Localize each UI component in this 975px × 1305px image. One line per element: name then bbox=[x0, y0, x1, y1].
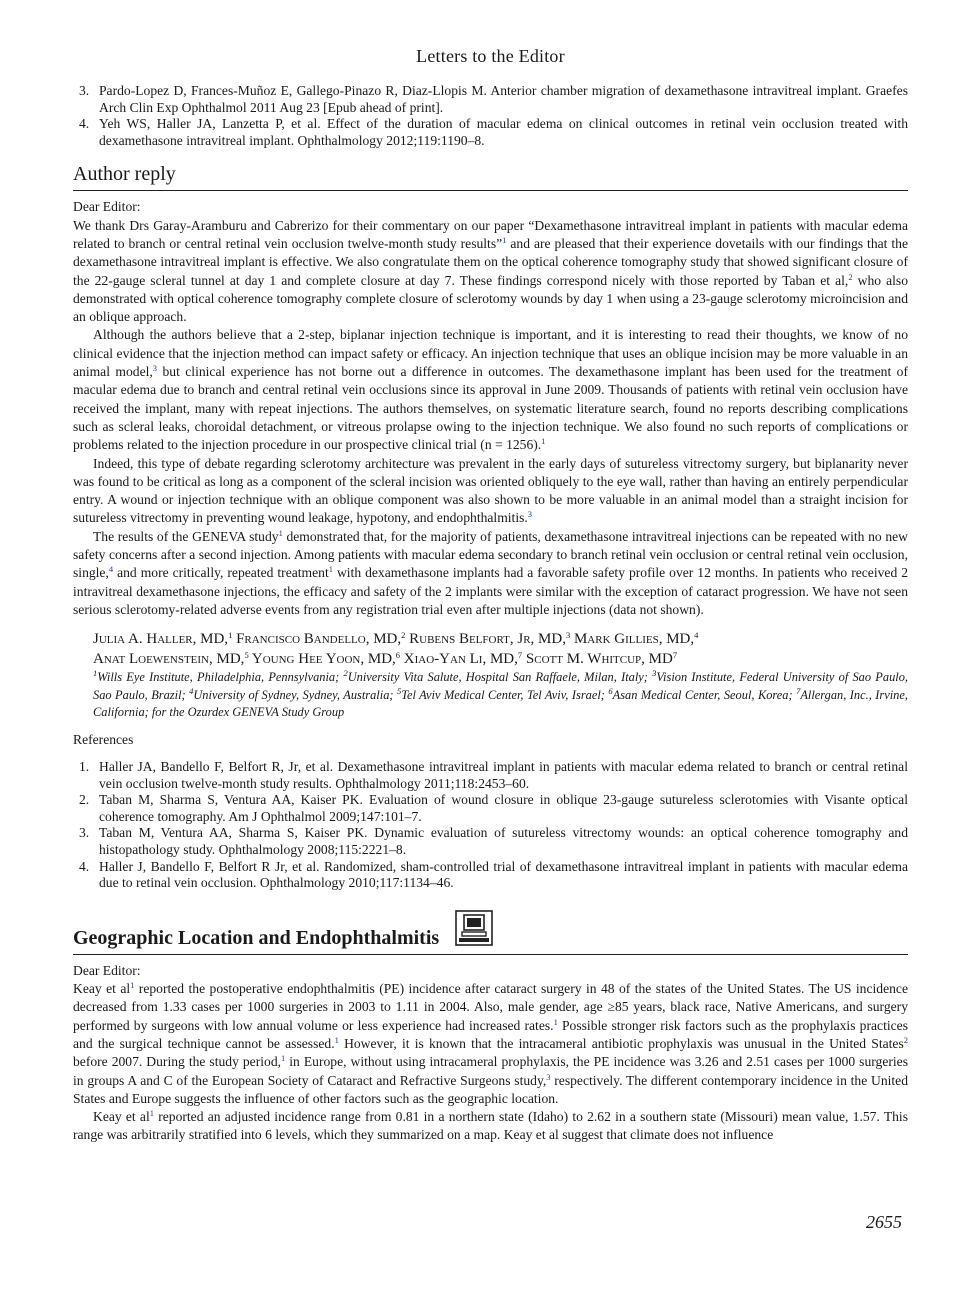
computer-icon bbox=[455, 910, 493, 946]
reference-number: 3. bbox=[79, 83, 90, 98]
reference-text: Yeh WS, Haller JA, Lanzetta P, et al. Effect of the duration of macular edema on clinical outcomes in retinal vein occlusion treated with dexamethasone intravitreal implant. Ophthalmology 2012;119:1190–8. bbox=[99, 116, 908, 148]
citation-superscript: 1 bbox=[130, 980, 135, 991]
reference-text: Haller J, Bandello F, Belfort R Jr, et al. Randomized, sham-controlled trial of dexamethasone intravitreal implant in patients with macular edema due to retinal vein occlusion. Ophthalmology 2010;117:1134–46. bbox=[99, 858, 908, 891]
author-line: Julia A. Haller, MD,$^1$ Francisco Bandello, MD,$^2$ Rubens Belfort, Jr, MD,$^3$ Mark Gillies, MD,$^4$ bbox=[93, 630, 699, 648]
reference-number: 2. bbox=[79, 792, 90, 808]
geo-letter-heading-row bbox=[73, 910, 908, 955]
citation-superscript: 5 bbox=[244, 650, 249, 661]
citation-superscript: 7 bbox=[517, 650, 523, 661]
citation-superscript: 4 bbox=[189, 685, 194, 696]
citation-superscript: 1 bbox=[149, 1108, 154, 1119]
paragraph: Although the authors believe that a 2-step, biplanar injection technique is important, and it is interesting to read their thoughts, we know of no clinical evidence that the injection method can impact safety or efficacy. An injection technique that uses an oblique incision may be more valuable in an animal model,$^3$ but clinical experience has not borne out a difference in outcomes. The dexamethasone implant has been used for the treatment of macular edema due to branch and central retinal vein occlusions since its approval in June 2009. Thousands of patients with retinal vein occlusion have received the implant, many with repeat injections. The authors themselves, on systematic literature search, found no reports describing complications such as scleral leaks, choroidal detachment, or vitreous prolapse owing to the injection technique. We also found no such reports of complications or problems related to the injection procedure in our prospective clinical trial (n = 1256).$^1$ bbox=[73, 327, 908, 453]
geo-letter-body bbox=[73, 980, 908, 1145]
paragraph: Keay et $al^1$ reported an adjusted incidence range from 0.81 in a northern state (Idaho) to 2.62 in a southern state (Missouri) mean value, 1.57. This range was arbitrarily stratified into 6 levels, which they summarized on a map. Keay et al suggest that climate does not influence bbox=[73, 1108, 908, 1143]
citation-superscript: 2 bbox=[903, 1034, 908, 1045]
citation-superscript: 1 bbox=[281, 1053, 286, 1064]
author-list bbox=[73, 629, 908, 669]
paragraph: The results of the GENEVA study$^1$ demonstrated that, for the majority of patients, dexamethasone intravitreal injections can be repeated with no new safety concerns after a second injection. Among patients with macular edema secondary to branch retinal vein occlusion or central retinal vein occlusion, single,$^4$ and more critically, repeated treatment$^1$ with dexamethasone implants had a favorable safety profile over 12 months. In patients who received 2 intravitreal dexamethasone injections, the efficacy and safety of the 2 implants were similar with the exception of cataract progression. We have not seen serious sclerotomy-related adverse events from any registration trial even after multiple injections (data not shown). bbox=[73, 527, 909, 617]
reference-item bbox=[73, 759, 908, 792]
reference-number: 1. bbox=[79, 758, 90, 774]
paragraph: Indeed, this type of debate regarding sclerotomy architecture was prevalent in the early days of sutureless vitrectomy surgery, but biplanarity never was found to be critical as long as a component of the scleral incision was oriented obliquely to the eye wall, rather than having an entirely perpendicular entry. A wound or injection technique with an oblique component was also shown to be more valuable in an animal model than a straight incision for sutureless vitrectomy in preventing wound leakage, hypotony, and endophthalmitis.$^3$ bbox=[73, 455, 908, 526]
reference-item bbox=[73, 116, 908, 149]
citation-superscript: 6 bbox=[608, 685, 613, 696]
top-reference-list bbox=[73, 83, 908, 149]
references-label: References bbox=[73, 731, 134, 747]
author-reply-salutation: Dear Editor: bbox=[73, 199, 141, 215]
citation-superscript: 1 bbox=[541, 436, 546, 447]
citation-superscript: 4 bbox=[108, 564, 114, 575]
reference-text: Taban M, Sharma S, Ventura AA, Kaiser PK. Evaluation of wound closure in oblique 23-gauge sutureless sclerotomies with Visante optical coherence tomography. Am J Ophthalmol 2009;147:101–7. bbox=[99, 792, 908, 824]
citation-superscript: 3 bbox=[652, 668, 657, 679]
citation-superscript: 2 bbox=[401, 630, 406, 641]
citation-superscript: 2 bbox=[848, 271, 853, 282]
author-affiliations: $^1$Wills Eye Institute, Philadelphia, Pennsylvania; $^2$University Vita Salute, Hospital San Raffaele, Milan, Italy; $^3$Vision Institute, Federal University of Sao Paulo, Sao Paulo, Brazil; $^4$University of Sydney, Sydney, Australia; $^5$Tel Aviv Medical Center, Tel Aviv, Israel; $^6$Asan Medical Center, Seoul, Korea; $^7$Allergan, Inc., Irvine, California; for the Ozurdex GENEVA Study Group bbox=[93, 668, 908, 720]
geo-letter-heading: Geographic Location and Endophthalmitis bbox=[73, 926, 440, 949]
citation-superscript: 3 bbox=[152, 363, 158, 374]
reference-number: 4. bbox=[79, 858, 90, 874]
citation-superscript: 1 bbox=[278, 527, 283, 538]
reference-item bbox=[73, 859, 908, 892]
citation-superscript: 1 bbox=[328, 564, 333, 575]
citation-superscript: 7 bbox=[796, 685, 801, 696]
citation-superscript: 1 bbox=[334, 1034, 339, 1045]
author-reply-body bbox=[73, 217, 908, 620]
citation-superscript: 3 bbox=[565, 630, 571, 641]
author-line: Anat Loewenstein, MD,$^5$ Young Hee Yoon, MD,$^6$ Xiao-Yan Li, MD,$^7$ Scott M. Whitcup, $MD^7$ bbox=[93, 650, 678, 668]
citation-superscript: 1 bbox=[502, 234, 507, 245]
author-reply-heading: Author reply bbox=[73, 163, 908, 191]
reference-number: 3. bbox=[79, 825, 90, 841]
reference-text: Haller JA, Bandello F, Belfort R, Jr, et al. Dexamethasone intravitreal implant in patients with macular edema related to branch or central retinal vein occlusion twelve-month study results. Ophthalmology 2011;118:2453–60. bbox=[99, 758, 908, 791]
journal-page bbox=[73, 0, 908, 1305]
citation-superscript: 4 bbox=[694, 630, 699, 641]
page-number: 2655 bbox=[866, 1212, 902, 1232]
citation-superscript: 1 bbox=[228, 630, 233, 641]
reference-item bbox=[73, 83, 908, 116]
geo-letter-salutation: Dear Editor: bbox=[73, 962, 141, 978]
citation-superscript: 3 bbox=[546, 1071, 551, 1082]
citation-superscript: 1 bbox=[553, 1016, 558, 1027]
author-reply-reference-list bbox=[73, 759, 908, 892]
citation-superscript: 1 bbox=[93, 668, 98, 679]
running-head: Letters to the Editor bbox=[416, 46, 565, 66]
reference-item bbox=[73, 825, 908, 858]
reference-number: 4. bbox=[79, 116, 90, 132]
reference-text: Taban M, Ventura AA, Sharma S, Kaiser PK. Dynamic evaluation of sutureless vitrectomy wounds: an optical coherence tomography and histopathology study. Ophthalmology 2008;115:2221–8. bbox=[99, 825, 908, 857]
paragraph: Keay et $al^1$ reported the postoperative endophthalmitis (PE) incidence after cataract surgery in 48 of the states of the United States. The US incidence decreased from 1.33 cases per 1000 surgeries in 2003 to 1.11 in 2004. Also, male gender, age ≥85 years, black race, Native Americans, and surgery performed by surgeons with low annual volume or less experience had increased rates.$^1$ Possible stronger risk factors such as the prophylaxis practices and the surgical technique cannot be assessed.$^1$ However, it is known that the intracameral antibiotic prophylaxis was unusual in the United States$^2$ before 2007. During the study period,$^1$ in Europe, without using intracameral prophylaxis, the PE incidence was 3.26 and 2.51 cases per 1000 surgeries in groups A and C of the European Society of Cataract and Refractive Surgeons study,$^3$ respectively. The different contemporary incidence in the United States and Europe suggests the influence of other factors such as the geographic location. bbox=[73, 980, 909, 1106]
citation-superscript: 2 bbox=[343, 668, 348, 679]
citation-superscript: 5 bbox=[396, 685, 402, 696]
citation-superscript: 3 bbox=[527, 509, 533, 520]
reference-item bbox=[73, 792, 908, 825]
paragraph: We thank Drs Garay-Aramburu and Cabrerizo for their commentary on our paper “Dexamethasone intravitreal implant in patients with macular edema related to branch or central retinal vein occlusion twelve-month study results”$^1$ and are pleased that their experience dovetails with our findings that the dexamethasone intravitreal implant is effective. We also congratulate them on the optical coherence tomography study that showed significant closure of the 22-gauge scleral tunnel at day 1 and complete closure at day 7. These findings correspond nicely with those reported by Taban et al,$^2$ who also demonstrated with optical coherence tomography complete closure of sclerotomy wounds by day 1 when using a 23-gauge sclerotomy microincision and an oblique approach. bbox=[73, 217, 909, 325]
citation-superscript: 6 bbox=[395, 650, 401, 661]
citation-superscript: 7 bbox=[672, 650, 678, 661]
reference-text: Pardo-Lopez D, Frances-Muñoz E, Gallego-Pinazo R, Diaz-Llopis M. Anterior chamber migration of dexamethasone intravitreal implant. Graefes Arch Clin Exp Ophthalmol 2011 Aug 23 [Epub ahead of print]. bbox=[99, 83, 908, 115]
